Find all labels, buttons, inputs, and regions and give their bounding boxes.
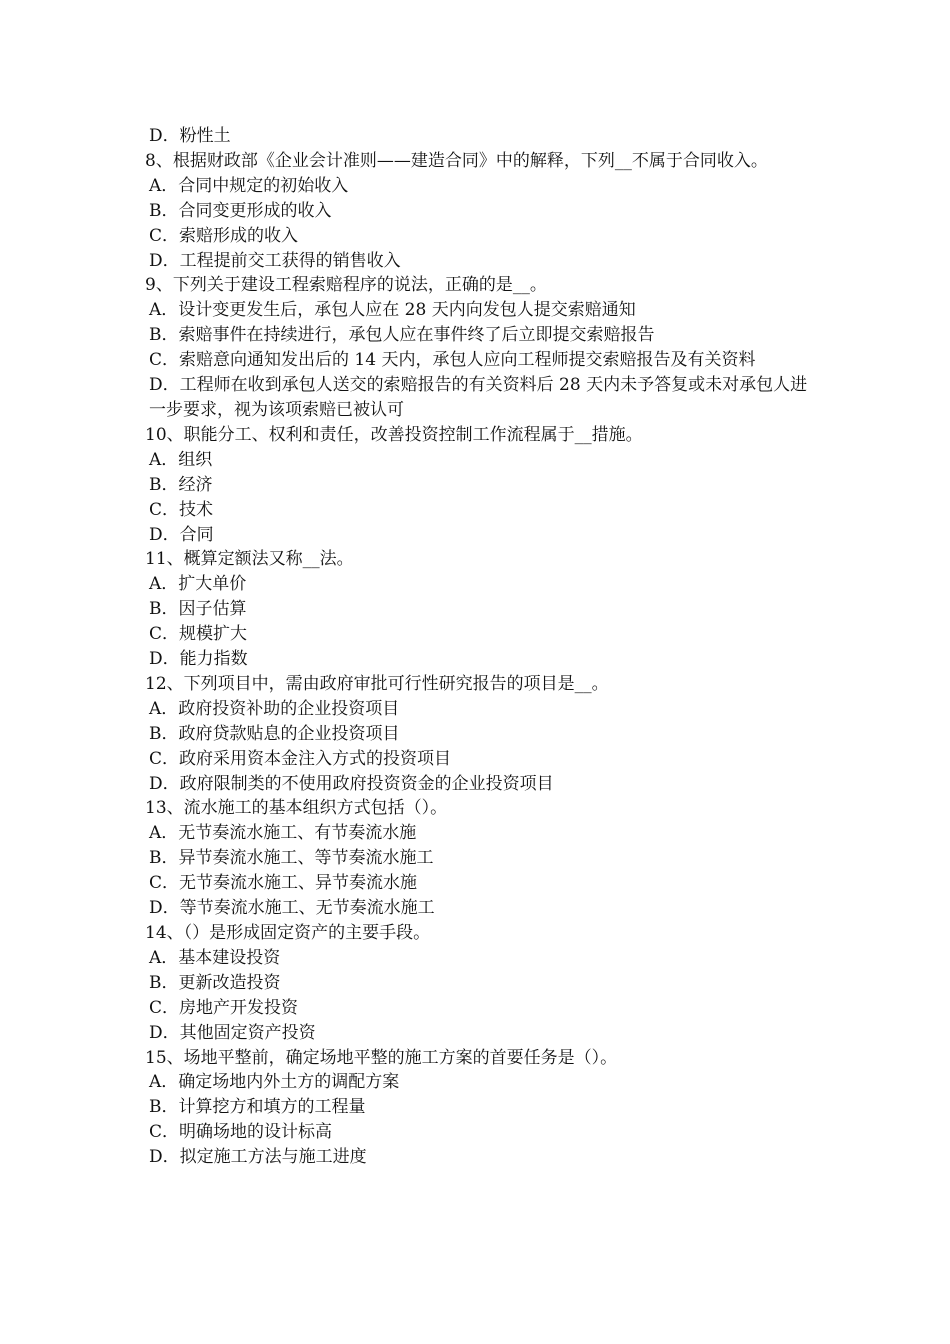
option-item: D．政府限制类的不使用政府投资资金的企业投资项目 <box>149 773 554 794</box>
option-item: D．等节奏流水施工、无节奏流水施工 <box>149 898 435 919</box>
option-item: C．无节奏流水施工、异节奏流水施 <box>149 873 418 894</box>
option-item: B．因子估算 <box>149 599 247 620</box>
option-item: D．工程提前交工获得的销售收入 <box>149 250 401 271</box>
option-item: C．规模扩大 <box>149 624 248 645</box>
option-item: B．政府贷款贴息的企业投资项目 <box>149 723 400 744</box>
option-item: D．其他固定资产投资 <box>149 1022 316 1043</box>
option-item: C．索赔形成的收入 <box>149 225 299 246</box>
document-content <box>145 124 810 1170</box>
option-item: C．索赔意向通知发出后的 14 天内，承包人应向工程师提交索赔报告及有关资料 <box>149 350 756 371</box>
option-item: C．明确场地的设计标高 <box>149 1122 333 1143</box>
question-stem: 13、流水施工的基本组织方式包括（）。 <box>145 798 448 819</box>
option-item: A．无节奏流水施工、有节奏流水施 <box>149 823 417 844</box>
question-stem: 11、概算定额法又称__法。 <box>145 549 354 570</box>
option-item: A．扩大单价 <box>149 574 247 595</box>
question-stem: 15、场地平整前，确定场地平整的施工方案的首要任务是（）。 <box>145 1047 618 1068</box>
option-item: D．合同 <box>149 524 214 545</box>
option-item: A．设计变更发生后，承包人应在 28 天内向发包人提交索赔通知 <box>149 300 636 321</box>
option-item: A．组织 <box>149 449 213 470</box>
option-item: A．确定场地内外土方的调配方案 <box>149 1072 400 1093</box>
option-item: A．政府投资补助的企业投资项目 <box>149 698 400 719</box>
option-item: A．基本建设投资 <box>149 947 281 968</box>
option-item: D．能力指数 <box>149 649 248 670</box>
question-stem: 8、根据财政部《企业会计准则——建造合同》中的解释，下列__不属于合同收入。 <box>145 150 768 171</box>
option-item: B．索赔事件在持续进行，承包人应在事件终了后立即提交索赔报告 <box>149 325 655 346</box>
option-item: B．计算挖方和填方的工程量 <box>149 1097 366 1118</box>
option-item: B．异节奏流水施工、等节奏流水施工 <box>149 848 434 869</box>
option-item: A．合同中规定的初始收入 <box>149 175 349 196</box>
option-item: D．拟定施工方法与施工进度 <box>149 1147 367 1168</box>
question-stem: 9、下列关于建设工程索赔程序的说法，正确的是__。 <box>145 275 547 296</box>
option-item: C．政府采用资本金注入方式的投资项目 <box>149 748 452 769</box>
option-item: C．房地产开发投资 <box>149 997 299 1018</box>
option-item: B．经济 <box>149 474 213 495</box>
question-stem: 14、（）是形成固定资产的主要手段。 <box>145 923 431 943</box>
option-item: C．技术 <box>149 499 214 520</box>
option-item: D．工程师在收到承包人送交的索赔报告的有关资料后 28 天内未予答复或未对承包人进一步要求，视为该项索赔已被认可 <box>149 375 808 420</box>
option-item: B．更新改造投资 <box>149 972 281 993</box>
lead-option: D．粉性土 <box>149 126 231 146</box>
question-stem: 12、下列项目中，需由政府审批可行性研究报告的项目是__。 <box>145 673 609 694</box>
option-item: B．合同变更形成的收入 <box>149 200 332 221</box>
question-stem: 10、职能分工、权利和责任，改善投资控制工作流程属于__措施。 <box>145 424 643 445</box>
